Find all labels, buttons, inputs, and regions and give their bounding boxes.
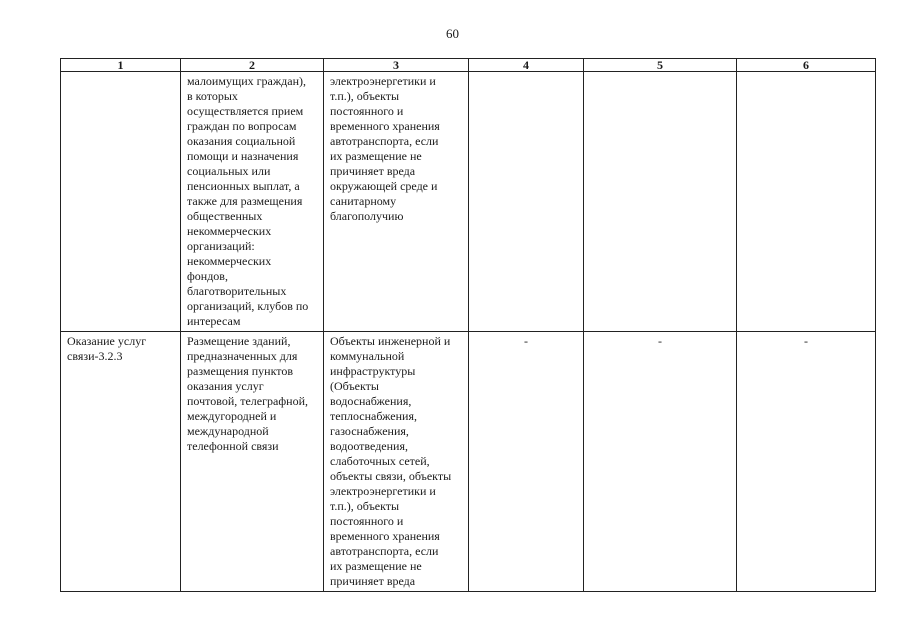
row1-use-description: малоимущих граждан), в которых осуществляется прием граждан по вопросам оказания социальной помощи и назначения социальных или пенсионных выплат, а также для размещения общественных некоммерческих организаций: некоммерческих фондов, благотворительных организаций, клубов по интересам — [181, 72, 324, 332]
regulation-table — [60, 58, 876, 592]
row2-auxiliary-uses: Объекты инженерной и коммунальной инфраструктуры (Объекты водоснабжения, теплоснабжения, газоснабжения, водоотведения, слаботочных сетей, объекты связи, объекты электроэнергетики и т.п.), объекты постоянного и временного хранения автотранспорта, если их размещение не причиняет вреда — [324, 332, 469, 592]
column-header-2: 2 — [181, 59, 324, 72]
table-header-row — [61, 59, 876, 72]
row2-use-description: Размещение зданий, предназначенных для размещения пунктов оказания услуг почтовой, телеграфной, междугородней и международной телефонной связи — [181, 332, 324, 592]
row2-col6: - — [737, 332, 876, 592]
row2-col4: - — [469, 332, 584, 592]
column-header-5: 5 — [584, 59, 737, 72]
column-header-6: 6 — [737, 59, 876, 72]
row1-use-name — [61, 72, 181, 332]
page-number: 60 — [446, 26, 459, 41]
table-row — [61, 72, 876, 332]
row1-col6 — [737, 72, 876, 332]
column-header-3: 3 — [324, 59, 469, 72]
row2-use-name: Оказание услуг связи-3.2.3 — [61, 332, 181, 592]
row1-col4 — [469, 72, 584, 332]
row1-col5 — [584, 72, 737, 332]
column-header-1: 1 — [61, 59, 181, 72]
column-header-4: 4 — [469, 59, 584, 72]
row1-auxiliary-uses: электроэнергетики и т.п.), объекты постоянного и временного хранения автотранспорта, если их размещение не причиняет вреда окружающей среде и санитарному благополучию — [324, 72, 469, 332]
row2-col5: - — [584, 332, 737, 592]
table-row — [61, 332, 876, 592]
